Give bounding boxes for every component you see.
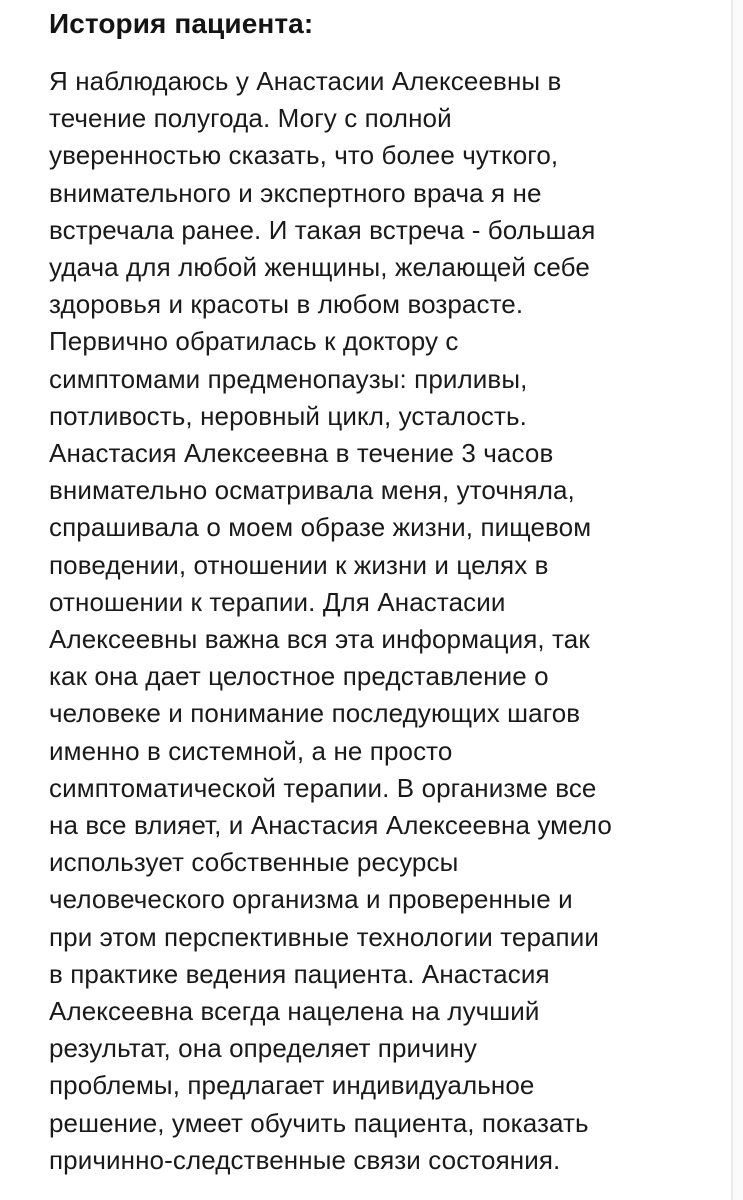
story-line: проблемы, предлагает индивидуальное [49,1070,535,1101]
story-line: потливость, неровный цикл, усталость. [49,400,528,431]
story-line: в практике ведения пациента. Анастасия [49,958,550,989]
story-line: Алексеевны важна вся эта информация, так [49,624,590,655]
story-line: именно в системной, а не просто [49,735,453,766]
story-line: здоровья и красоты в любом возрасте. [49,289,524,320]
story-line: симптомами предменопаузы: приливы, [49,363,528,394]
story-line: причинно-следственные связи состояния. [49,1144,561,1175]
story-line: внимательного и экспертного врача я не [49,177,542,208]
patient-story [49,63,709,1179]
story-line: результат, она определяет причину [49,1033,477,1064]
story-line: симптоматической терапии. В организме все [49,772,597,803]
story-line: решение, умеет обучить пациента, показать [49,1107,589,1138]
story-line: на все влияет, и Анастасия Алексеевна умело [49,810,612,841]
story-line: внимательно осматривала меня, уточняла, [49,475,575,506]
story-line: спрашивала о моем образе жизни, пищевом [49,512,592,543]
story-line: удача для любой женщины, желающей себе [49,252,590,283]
story-line: человеке и понимание последующих шагов [49,698,581,729]
page-gutter [733,0,743,1200]
story-line: Алексеевна всегда нацелена на лучший [49,996,540,1027]
story-line: использует собственные ресурсы [49,847,459,878]
story-line: человеческого организма и проверенные и [49,884,573,915]
story-line: течение полугода. Могу с полной [49,103,452,134]
story-line: поведении, отношении к жизни и целях в [49,549,549,580]
story-line: отношении к терапии. Для Анастасии [49,586,506,617]
section-title: История пациента: [49,8,314,39]
story-line: встречала ранее. И такая встреча - большая [49,214,596,245]
story-line: Анастасия Алексеевна в течение 3 часов [49,438,554,469]
story-line: как она дает целостное представление о [49,661,549,692]
story-line: уверенностью сказать, что более чуткого, [49,140,559,171]
story-line: при этом перспективные технологии терапии [49,921,599,952]
story-line: Первично обратилась к доктору с [49,326,459,357]
story-line: Я наблюдаюсь у Анастасии Алексеевны в [49,66,562,96]
